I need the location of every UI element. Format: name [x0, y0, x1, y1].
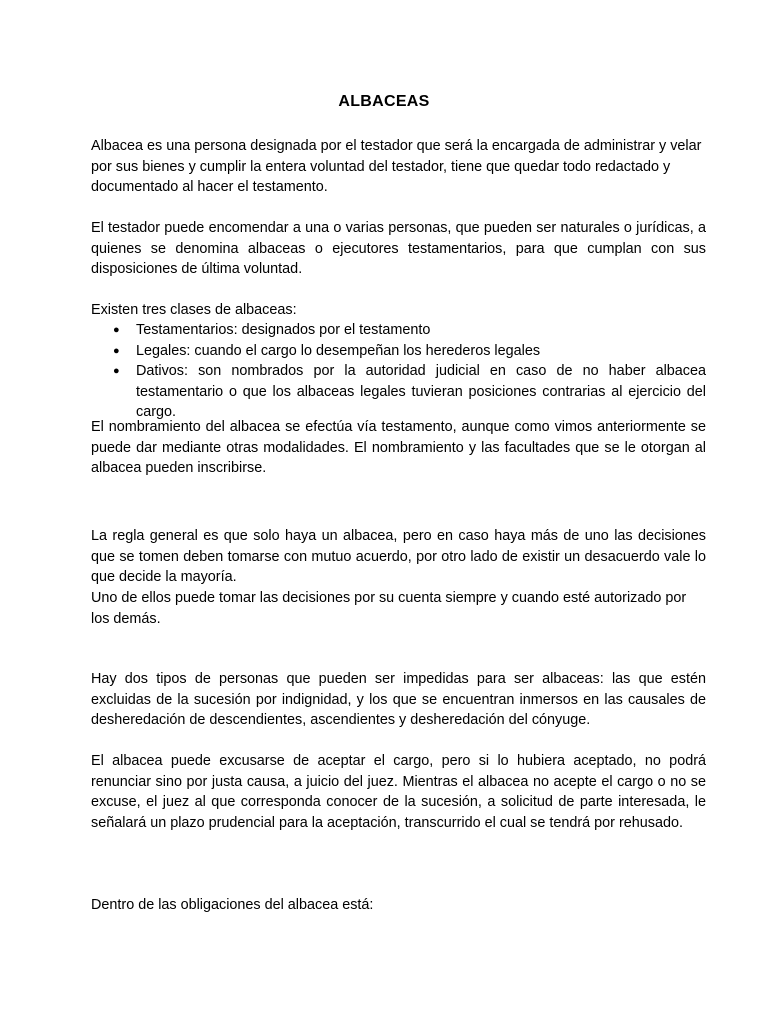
paragraph-excuse: El albacea puede excusarse de aceptar el cargo, pero si lo hubiera aceptado, no podrá renunciar sino por justa causa, a juicio del juez. Mientras el albacea no acepte el cargo o no se excuse, el juez al que corresponda conocer de la sucesión, a solicitud de parte interesada, le señalará un plazo prudencial para la aceptación, transcurrido el cual se tendrá por rehusado.	[91, 753, 706, 831]
paragraph-general-rule: La regla general es que solo haya un albacea, pero en caso haya más de uno las decisiones que se tomen deben tomarse con mutuo acuerdo, por otro lado de existir un desacuerdo vale lo que decide la mayoría.	[91, 528, 706, 585]
paragraph-appointment: El nombramiento del albacea se efectúa vía testamento, aunque como vimos anteriormente se puede dar mediante otras modalidades. El nombramiento y las facultades que se le otorgan al albacea pueden inscribirse.	[91, 419, 706, 476]
bullet-icon: ●	[113, 324, 120, 336]
bullet-icon: ●	[113, 344, 120, 357]
list-item-text: Legales: cuando el cargo lo desempeñan los herederos legales	[136, 342, 541, 359]
list-item-legales	[91, 341, 706, 362]
paragraph-authorization: Uno de ellos puede tomar las decisiones por su cuenta siempre y cuando esté autorizado por los demás.	[91, 590, 687, 627]
paragraph-obligations-intro: Dentro de las obligaciones del albacea está:	[91, 897, 374, 913]
list-item-testamentarios	[91, 320, 706, 341]
paragraph-impediments: Hay dos tipos de personas que pueden ser impedidas para ser albaceas: las que estén excluidas de la sucesión por indignidad, y los que se encuentran inmersos en las causales de desheredación de descendientes, ascendientes y desheredación del cónyuge.	[91, 671, 706, 728]
list-item-dativos	[91, 361, 706, 423]
paragraph-definition: Albacea es una persona designada por el testador que será la encargada de administrar y velar por sus bienes y cumplir la entera voluntad del testador, tiene que quedar todo redactado y documentado al hacer el testamento.	[91, 138, 702, 195]
document-title: ALBACEAS	[338, 93, 430, 110]
albacea-classes-list	[91, 320, 706, 423]
bullet-icon: ●	[113, 365, 120, 377]
paragraph-testator: El testador puede encomendar a una o varias personas, que pueden ser naturales o jurídicas, a quienes se denomina albaceas o ejecutores testamentarios, para que cumplan con sus disposiciones de última voluntad.	[91, 220, 706, 277]
list-item-text: Dativos: son nombrados por la autoridad judicial en caso de no haber albacea testamentario o que los albaceas legales tuvieran posiciones contrarias al ejercicio del cargo.	[136, 363, 706, 420]
list-item-text: Testamentarios: designados por el testamento	[136, 322, 431, 338]
paragraph-classes-intro: Existen tres clases de albaceas:	[91, 302, 297, 318]
